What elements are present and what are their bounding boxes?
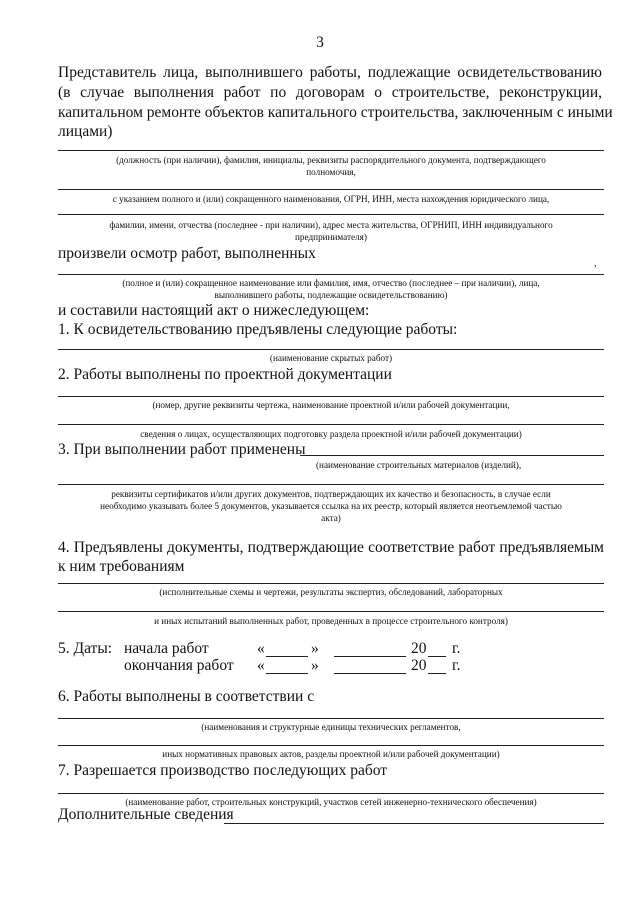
rep-caption-3a: фамилии, имени, отчества (последнее - при наличии), адрес места жительства, ОГРНИП, ИНН индивидуального	[109, 220, 553, 230]
section-4-title-a: 4. Предъявлены документы, подтверждающие соответствие работ предъявляемым	[58, 539, 604, 556]
section-2-fill-line-1[interactable]	[58, 396, 604, 397]
section-2-title: 2. Работы выполнены по проектной документации	[58, 366, 392, 383]
rep-caption-2: с указанием полного и (или) сокращенного наименования, ОГРН, ИНН, места нахождения юридического лица,	[112, 194, 550, 204]
section-2-caption-a: (номер, другие реквизиты чертежа, наименование проектной и/или рабочей документации,	[152, 400, 510, 410]
inspection-label: произвели осмотр работ, выполненных	[58, 245, 316, 262]
intro-line-4: лицами)	[58, 123, 113, 140]
section-7-caption: (наименование работ, строительных конструкций, участков сетей инженерно-технического обеспечения)	[125, 797, 537, 807]
section-3-caption-a: (наименование строительных материалов (изделий),	[316, 460, 522, 470]
start-year-field[interactable]	[428, 656, 446, 657]
end-day-field[interactable]	[266, 673, 308, 674]
start-day-field[interactable]	[266, 656, 308, 657]
inspection-fill-line[interactable]	[58, 274, 604, 275]
section-6-fill-line-1[interactable]	[58, 718, 604, 719]
section-6-title: 6. Работы выполнены в соответствии с	[58, 688, 315, 705]
end-quote-open: «	[257, 657, 265, 674]
start-month-field[interactable]	[334, 656, 406, 657]
section-3-fill-line-1[interactable]	[300, 455, 604, 456]
section-6-fill-line-2[interactable]	[58, 745, 604, 746]
section-7-fill-line[interactable]	[58, 793, 604, 794]
section-3-fill-line-2[interactable]	[58, 484, 604, 485]
rep-caption-3b: предпринимателя)	[295, 232, 367, 242]
inspection-caption-b: выполнившего работы, подлежащие освидетельствованию)	[214, 290, 448, 300]
section-6-caption-b: иных нормативных правовых актов, разделы проектной и/или рабочей документации)	[162, 749, 500, 759]
section-4-caption-b: и иных испытаний выполненных работ, проведенных в процессе строительного контроля)	[154, 616, 508, 626]
section-2-caption-b: сведения о лицах, осуществляющих подготовку раздела проектной и/или рабочей документации)	[140, 429, 522, 439]
section-2-fill-line-2[interactable]	[58, 424, 604, 425]
section-3-title: 3. При выполнении работ применены	[58, 441, 306, 458]
section-3-caption-b: реквизиты сертификатов и/или других документов, подтверждающих их качество и безопасность, в случае если	[111, 489, 551, 499]
section-4-fill-line-1[interactable]	[58, 583, 604, 584]
intro-line-2: (в случае выполнения работ по договорам о строительстве, реконструкции,	[58, 84, 602, 101]
end-year-prefix: 20	[411, 657, 427, 674]
rep-caption-1b: полномочия,	[306, 167, 356, 177]
page-number: 3	[316, 34, 324, 51]
end-year-suffix: г.	[452, 657, 461, 674]
start-year-prefix: 20	[411, 640, 427, 657]
section-1-caption: (наименование скрытых работ)	[269, 353, 393, 363]
section-4-title-b: к ним требованиям	[58, 558, 185, 575]
act-line: и составили настоящий акт о нижеследующем:	[58, 302, 370, 319]
start-quote-open: «	[257, 640, 265, 657]
inspection-trailing-mark: ,	[594, 258, 597, 269]
inspection-caption-a: (полное и (или) сокращенное наименование или фамилия, имя, отчество (последнее – при наличии), лица,	[122, 278, 540, 288]
section-1-title: 1. К освидетельствованию предъявлены следующие работы:	[58, 321, 458, 338]
additional-label: Дополнительные сведения	[58, 806, 234, 823]
start-quote-close: »	[311, 640, 319, 657]
rep-fill-line-1[interactable]	[58, 150, 604, 151]
section-1-fill-line[interactable]	[58, 349, 604, 350]
section-3-caption-d: акта)	[321, 513, 341, 523]
intro-line-1: Представитель лица, выполнившего работы, подлежащие освидетельствованию	[58, 64, 602, 81]
additional-fill-line[interactable]	[224, 823, 604, 824]
rep-fill-line-3[interactable]	[58, 214, 604, 215]
section-7-title: 7. Разрешается производство последующих работ	[58, 762, 388, 779]
section-4-caption-a: (исполнительные схемы и чертежи, результаты экспертиз, обследований, лабораторных	[159, 587, 503, 597]
section-5-title: 5. Даты:	[58, 640, 113, 657]
end-label: окончания работ	[124, 657, 234, 674]
end-year-field[interactable]	[428, 673, 446, 674]
rep-caption-1a: (должность (при наличии), фамилия, инициалы, реквизиты распорядительного документа, подтверждающего	[116, 155, 546, 165]
end-quote-close: »	[311, 657, 319, 674]
section-6-caption-a: (наименования и структурные единицы технических регламентов,	[201, 722, 461, 732]
start-year-suffix: г.	[452, 640, 461, 657]
start-label: начала работ	[124, 640, 209, 657]
section-3-caption-c: необходимо указывать более 5 документов, указывается ссылка на их реестр, который является неотъемлемой частью	[100, 501, 562, 511]
rep-fill-line-2[interactable]	[58, 189, 604, 190]
section-4-fill-line-2[interactable]	[58, 611, 604, 612]
intro-line-3: капитальном ремонте объектов капитального строительства, заключенным с иными	[58, 104, 613, 121]
end-month-field[interactable]	[334, 673, 406, 674]
